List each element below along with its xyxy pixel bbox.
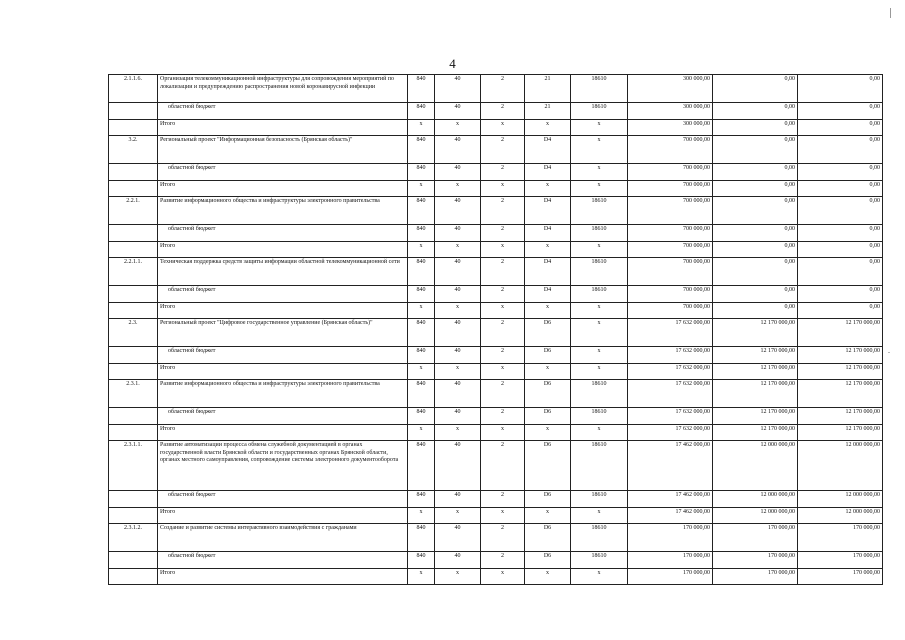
amount-year2-cell: 0,00	[713, 164, 798, 181]
ministry-code-cell: 840	[408, 491, 435, 508]
amount-year2-cell: 12 000 000,00	[713, 508, 798, 524]
amount-year1-cell: 17 462 000,00	[628, 441, 713, 491]
amount-year3-cell: 12 170 000,00	[798, 364, 883, 380]
table-row	[109, 319, 883, 347]
subprogram-code-cell: 2	[481, 347, 525, 364]
row-code-cell	[109, 225, 158, 242]
program-code-cell: x	[435, 303, 481, 319]
project-code-cell: D6	[525, 491, 571, 508]
amount-year2-cell: 0,00	[713, 75, 798, 103]
amount-year3-cell: 12 170 000,00	[798, 319, 883, 347]
amount-year1-cell: 170 000,00	[628, 569, 713, 585]
subprogram-code-cell: 2	[481, 524, 525, 552]
amount-year2-cell: 0,00	[713, 286, 798, 303]
table-row	[109, 408, 883, 425]
ministry-code-cell: x	[408, 303, 435, 319]
amount-year1-cell: 700 000,00	[628, 225, 713, 242]
table-row	[109, 552, 883, 569]
amount-year2-cell: 170 000,00	[713, 524, 798, 552]
table-row	[109, 425, 883, 441]
subprogram-code-cell: x	[481, 303, 525, 319]
amount-year3-cell: 0,00	[798, 225, 883, 242]
amount-year2-cell: 170 000,00	[713, 569, 798, 585]
table-row	[109, 181, 883, 197]
program-code-cell: 40	[435, 491, 481, 508]
amount-year1-cell: 700 000,00	[628, 164, 713, 181]
program-code-cell: 40	[435, 258, 481, 286]
row-name-cell: Региональный проект "Информационная безопасность (Брянская область)"	[158, 136, 408, 164]
row-code-cell	[109, 164, 158, 181]
row-name-cell: Развитие информационного общества и инфраструктуры электронного правительства	[158, 197, 408, 225]
program-code-cell: 40	[435, 103, 481, 120]
ministry-code-cell: x	[408, 242, 435, 258]
row-name-cell: областной бюджет	[158, 164, 408, 181]
program-code-cell: 40	[435, 286, 481, 303]
table-row	[109, 524, 883, 552]
row-name-cell: областной бюджет	[158, 225, 408, 242]
amount-year1-cell: 17 632 000,00	[628, 364, 713, 380]
project-code-cell: D4	[525, 136, 571, 164]
amount-year1-cell: 17 462 000,00	[628, 508, 713, 524]
amount-year1-cell: 700 000,00	[628, 136, 713, 164]
amount-year1-cell: 17 632 000,00	[628, 408, 713, 425]
project-code-cell: D4	[525, 197, 571, 225]
amount-year1-cell: 300 000,00	[628, 120, 713, 136]
direction-code-cell: x	[571, 136, 628, 164]
program-code-cell: 40	[435, 347, 481, 364]
program-code-cell: 40	[435, 164, 481, 181]
amount-year2-cell: 12 170 000,00	[713, 380, 798, 408]
row-code-cell	[109, 569, 158, 585]
project-code-cell: D6	[525, 441, 571, 491]
ministry-code-cell: 840	[408, 164, 435, 181]
direction-code-cell: x	[571, 319, 628, 347]
amount-year3-cell: 12 000 000,00	[798, 508, 883, 524]
row-name-cell: Техническая поддержка средств защиты информации областной телекоммуникационной сети	[158, 258, 408, 286]
amount-year1-cell: 170 000,00	[628, 552, 713, 569]
amount-year2-cell: 0,00	[713, 181, 798, 197]
amount-year1-cell: 700 000,00	[628, 242, 713, 258]
row-name-cell: Итого	[158, 303, 408, 319]
direction-code-cell: 18610	[571, 380, 628, 408]
row-name-cell: Итого	[158, 364, 408, 380]
project-code-cell: D6	[525, 347, 571, 364]
amount-year3-cell: 0,00	[798, 136, 883, 164]
subprogram-code-cell: x	[481, 508, 525, 524]
table-row	[109, 347, 883, 364]
row-code-cell	[109, 181, 158, 197]
subprogram-code-cell: 2	[481, 491, 525, 508]
table-row	[109, 136, 883, 164]
program-code-cell: 40	[435, 552, 481, 569]
direction-code-cell: 18610	[571, 408, 628, 425]
row-name-cell: Итого	[158, 569, 408, 585]
ministry-code-cell: 840	[408, 75, 435, 103]
amount-year1-cell: 17 632 000,00	[628, 425, 713, 441]
row-code-cell	[109, 120, 158, 136]
row-code-cell	[109, 364, 158, 380]
row-code-cell: 2.2.1.	[109, 197, 158, 225]
amount-year3-cell: 12 170 000,00	[798, 380, 883, 408]
amount-year1-cell: 700 000,00	[628, 286, 713, 303]
subprogram-code-cell: x	[481, 569, 525, 585]
amount-year3-cell: 12 170 000,00	[798, 425, 883, 441]
program-code-cell: x	[435, 425, 481, 441]
scan-speck	[888, 352, 890, 353]
direction-code-cell: x	[571, 120, 628, 136]
amount-year3-cell: 0,00	[798, 197, 883, 225]
row-code-cell	[109, 552, 158, 569]
amount-year2-cell: 12 170 000,00	[713, 364, 798, 380]
subprogram-code-cell: 2	[481, 258, 525, 286]
amount-year2-cell: 12 170 000,00	[713, 319, 798, 347]
amount-year3-cell: 0,00	[798, 242, 883, 258]
amount-year3-cell: 0,00	[798, 120, 883, 136]
row-code-cell	[109, 425, 158, 441]
ministry-code-cell: 840	[408, 197, 435, 225]
program-code-cell: x	[435, 242, 481, 258]
row-code-cell	[109, 508, 158, 524]
row-code-cell: 2.1.1.6.	[109, 75, 158, 103]
direction-code-cell: 18610	[571, 258, 628, 286]
ministry-code-cell: x	[408, 181, 435, 197]
table-row	[109, 441, 883, 491]
amount-year2-cell: 170 000,00	[713, 552, 798, 569]
table-row	[109, 380, 883, 408]
row-name-cell: Развитие автоматизации процесса обмена служебной документацией в органах государственной власти Брянской области и государственных органах Брянской области, органах местного самоуправления, сопровождение системы электронного документооборота	[158, 441, 408, 491]
ministry-code-cell: 840	[408, 524, 435, 552]
project-code-cell: D6	[525, 408, 571, 425]
program-code-cell: 40	[435, 524, 481, 552]
amount-year3-cell: 0,00	[798, 258, 883, 286]
subprogram-code-cell: 2	[481, 552, 525, 569]
amount-year3-cell: 12 000 000,00	[798, 491, 883, 508]
program-code-cell: x	[435, 364, 481, 380]
ministry-code-cell: x	[408, 120, 435, 136]
row-code-cell: 2.3.1.	[109, 380, 158, 408]
program-code-cell: x	[435, 181, 481, 197]
project-code-cell: D4	[525, 258, 571, 286]
subprogram-code-cell: 2	[481, 408, 525, 425]
subprogram-code-cell: 2	[481, 225, 525, 242]
row-code-cell	[109, 408, 158, 425]
project-code-cell: 21	[525, 103, 571, 120]
table-row	[109, 75, 883, 103]
ministry-code-cell: 840	[408, 552, 435, 569]
direction-code-cell: x	[571, 242, 628, 258]
subprogram-code-cell: x	[481, 364, 525, 380]
table-row	[109, 103, 883, 120]
row-name-cell: областной бюджет	[158, 347, 408, 364]
amount-year3-cell: 0,00	[798, 303, 883, 319]
project-code-cell: x	[525, 242, 571, 258]
subprogram-code-cell: x	[481, 120, 525, 136]
row-code-cell	[109, 242, 158, 258]
amount-year2-cell: 0,00	[713, 103, 798, 120]
ministry-code-cell: 840	[408, 347, 435, 364]
row-code-cell: 3.2.	[109, 136, 158, 164]
direction-code-cell: 18610	[571, 225, 628, 242]
amount-year2-cell: 0,00	[713, 242, 798, 258]
row-name-cell: областной бюджет	[158, 103, 408, 120]
amount-year2-cell: 0,00	[713, 225, 798, 242]
amount-year3-cell: 12 000 000,00	[798, 441, 883, 491]
amount-year2-cell: 0,00	[713, 136, 798, 164]
amount-year2-cell: 0,00	[713, 258, 798, 286]
table-row	[109, 286, 883, 303]
row-code-cell	[109, 286, 158, 303]
subprogram-code-cell: 2	[481, 136, 525, 164]
ministry-code-cell: 840	[408, 319, 435, 347]
row-name-cell: областной бюджет	[158, 408, 408, 425]
subprogram-code-cell: 2	[481, 441, 525, 491]
row-name-cell: областной бюджет	[158, 286, 408, 303]
page-number: 4	[449, 56, 456, 71]
row-name-cell: Итого	[158, 425, 408, 441]
row-name-cell: Организация телекоммуникационной инфраструктуры для сопровождения мероприятий по локализации и предупреждению распространения новой коронавирусной инфекции	[158, 75, 408, 103]
ministry-code-cell: 840	[408, 258, 435, 286]
project-code-cell: D4	[525, 286, 571, 303]
ministry-code-cell: 840	[408, 286, 435, 303]
project-code-cell: x	[525, 181, 571, 197]
subprogram-code-cell: 2	[481, 319, 525, 347]
direction-code-cell: 18610	[571, 197, 628, 225]
ministry-code-cell: x	[408, 508, 435, 524]
ministry-code-cell: 840	[408, 225, 435, 242]
project-code-cell: D6	[525, 552, 571, 569]
amount-year1-cell: 17 632 000,00	[628, 380, 713, 408]
table-row	[109, 303, 883, 319]
subprogram-code-cell: 2	[481, 197, 525, 225]
direction-code-cell: x	[571, 508, 628, 524]
program-code-cell: 40	[435, 380, 481, 408]
amount-year3-cell: 170 000,00	[798, 524, 883, 552]
program-code-cell: x	[435, 120, 481, 136]
row-name-cell: Региональный проект "Цифровое государственное управление (Брянская область)"	[158, 319, 408, 347]
direction-code-cell: 18610	[571, 103, 628, 120]
project-code-cell: D4	[525, 164, 571, 181]
row-code-cell	[109, 347, 158, 364]
project-code-cell: x	[525, 425, 571, 441]
amount-year1-cell: 700 000,00	[628, 258, 713, 286]
table-row	[109, 491, 883, 508]
subprogram-code-cell: 2	[481, 164, 525, 181]
ministry-code-cell: 840	[408, 408, 435, 425]
amount-year3-cell: 0,00	[798, 103, 883, 120]
project-code-cell: x	[525, 303, 571, 319]
program-code-cell: x	[435, 508, 481, 524]
program-code-cell: 40	[435, 197, 481, 225]
row-name-cell: Итого	[158, 120, 408, 136]
ministry-code-cell: 840	[408, 136, 435, 164]
subprogram-code-cell: 2	[481, 103, 525, 120]
subprogram-code-cell: 2	[481, 75, 525, 103]
direction-code-cell: x	[571, 364, 628, 380]
subprogram-code-cell: 2	[481, 380, 525, 408]
subprogram-code-cell: 2	[481, 286, 525, 303]
project-code-cell: x	[525, 364, 571, 380]
row-name-cell: Итого	[158, 181, 408, 197]
ministry-code-cell: x	[408, 425, 435, 441]
direction-code-cell: x	[571, 164, 628, 181]
project-code-cell: x	[525, 120, 571, 136]
amount-year2-cell: 0,00	[713, 120, 798, 136]
amount-year3-cell: 0,00	[798, 286, 883, 303]
amount-year1-cell: 17 632 000,00	[628, 347, 713, 364]
program-code-cell: 40	[435, 75, 481, 103]
amount-year2-cell: 0,00	[713, 197, 798, 225]
direction-code-cell: 18610	[571, 75, 628, 103]
amount-year3-cell: 0,00	[798, 164, 883, 181]
ministry-code-cell: x	[408, 569, 435, 585]
program-code-cell: x	[435, 569, 481, 585]
direction-code-cell: 18610	[571, 491, 628, 508]
direction-code-cell: x	[571, 425, 628, 441]
scan-edge-mark	[890, 8, 891, 18]
project-code-cell: x	[525, 569, 571, 585]
row-code-cell	[109, 303, 158, 319]
row-code-cell: 2.3.1.1.	[109, 441, 158, 491]
direction-code-cell: 18610	[571, 552, 628, 569]
amount-year2-cell: 0,00	[713, 303, 798, 319]
ministry-code-cell: 840	[408, 380, 435, 408]
program-code-cell: 40	[435, 441, 481, 491]
amount-year1-cell: 17 462 000,00	[628, 491, 713, 508]
row-code-cell: 2.2.1.1.	[109, 258, 158, 286]
amount-year1-cell: 300 000,00	[628, 103, 713, 120]
amount-year3-cell: 12 170 000,00	[798, 347, 883, 364]
direction-code-cell: 18610	[571, 524, 628, 552]
ministry-code-cell: x	[408, 364, 435, 380]
ministry-code-cell: 840	[408, 441, 435, 491]
table-row	[109, 508, 883, 524]
direction-code-cell: 18610	[571, 286, 628, 303]
program-code-cell: 40	[435, 408, 481, 425]
table-row	[109, 225, 883, 242]
project-code-cell: 21	[525, 75, 571, 103]
row-name-cell: областной бюджет	[158, 491, 408, 508]
amount-year2-cell: 12 000 000,00	[713, 491, 798, 508]
table-row	[109, 364, 883, 380]
project-code-cell: D6	[525, 524, 571, 552]
table-row	[109, 258, 883, 286]
row-name-cell: областной бюджет	[158, 552, 408, 569]
table-row	[109, 242, 883, 258]
project-code-cell: D4	[525, 225, 571, 242]
row-code-cell: 2.3.1.2.	[109, 524, 158, 552]
project-code-cell: D6	[525, 319, 571, 347]
program-code-cell: 40	[435, 136, 481, 164]
amount-year2-cell: 12 000 000,00	[713, 441, 798, 491]
row-name-cell: Итого	[158, 508, 408, 524]
subprogram-code-cell: x	[481, 242, 525, 258]
table-row	[109, 120, 883, 136]
amount-year2-cell: 12 170 000,00	[713, 408, 798, 425]
budget-table-body	[109, 75, 883, 585]
amount-year1-cell: 700 000,00	[628, 197, 713, 225]
row-code-cell	[109, 491, 158, 508]
ministry-code-cell: 840	[408, 103, 435, 120]
amount-year2-cell: 12 170 000,00	[713, 425, 798, 441]
amount-year1-cell: 300 000,00	[628, 75, 713, 103]
program-code-cell: 40	[435, 319, 481, 347]
amount-year1-cell: 700 000,00	[628, 181, 713, 197]
direction-code-cell: x	[571, 347, 628, 364]
table-row	[109, 197, 883, 225]
amount-year3-cell: 170 000,00	[798, 569, 883, 585]
amount-year3-cell: 170 000,00	[798, 552, 883, 569]
row-name-cell: Развитие информационного общества и инфраструктуры электронного правительства	[158, 380, 408, 408]
amount-year2-cell: 12 170 000,00	[713, 347, 798, 364]
row-code-cell	[109, 103, 158, 120]
row-name-cell: Создание и развитие системы интерактивного взаимодействия с гражданами	[158, 524, 408, 552]
row-name-cell: Итого	[158, 242, 408, 258]
direction-code-cell: 18610	[571, 441, 628, 491]
direction-code-cell: x	[571, 181, 628, 197]
direction-code-cell: x	[571, 303, 628, 319]
amount-year1-cell: 700 000,00	[628, 303, 713, 319]
subprogram-code-cell: x	[481, 181, 525, 197]
row-code-cell: 2.3.	[109, 319, 158, 347]
table-row	[109, 164, 883, 181]
amount-year1-cell: 17 632 000,00	[628, 319, 713, 347]
table-row	[109, 569, 883, 585]
amount-year3-cell: 0,00	[798, 75, 883, 103]
project-code-cell: D6	[525, 380, 571, 408]
amount-year3-cell: 0,00	[798, 181, 883, 197]
direction-code-cell: x	[571, 569, 628, 585]
program-code-cell: 40	[435, 225, 481, 242]
amount-year1-cell: 170 000,00	[628, 524, 713, 552]
project-code-cell: x	[525, 508, 571, 524]
subprogram-code-cell: x	[481, 425, 525, 441]
amount-year3-cell: 12 170 000,00	[798, 408, 883, 425]
budget-table	[108, 74, 883, 585]
